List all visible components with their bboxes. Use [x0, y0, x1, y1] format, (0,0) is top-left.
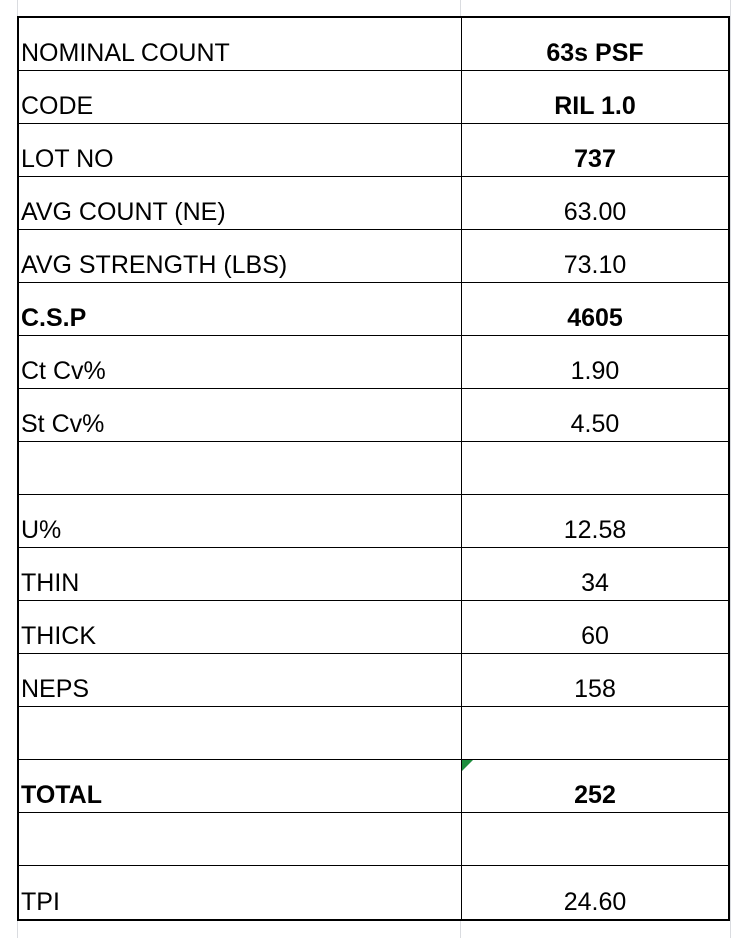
table-row	[19, 601, 728, 654]
spreadsheet-table	[17, 16, 730, 921]
table-row	[19, 18, 728, 71]
table-row	[19, 336, 728, 389]
value-cell[interactable]: 63.00	[563, 198, 627, 226]
label-cell[interactable]: THICK	[19, 601, 462, 653]
table-row	[19, 124, 728, 177]
table-row	[19, 813, 728, 866]
table-row	[19, 71, 728, 124]
value-cell[interactable]: 34	[581, 569, 609, 597]
label-cell[interactable]: NEPS	[19, 654, 462, 706]
label-cell[interactable]: Ct Cv%	[19, 336, 462, 388]
value-cell[interactable]: 24.60	[563, 888, 627, 916]
table-row	[19, 389, 728, 442]
value-cell[interactable]	[462, 707, 728, 759]
value-cell[interactable]: 737	[574, 145, 616, 173]
value-cell[interactable]: 4.50	[570, 410, 620, 438]
label-cell[interactable]: LOT NO	[19, 124, 462, 176]
table-row	[19, 548, 728, 601]
table-row	[19, 495, 728, 548]
label-cell[interactable]: NOMINAL COUNT	[19, 18, 462, 70]
label-cell[interactable]: St Cv%	[19, 389, 462, 441]
label-cell[interactable]: AVG STRENGTH (LBS)	[19, 230, 462, 282]
value-cell[interactable]: 1.90	[570, 357, 620, 385]
label-cell[interactable]	[19, 813, 462, 865]
gridline-right	[730, 0, 731, 938]
label-cell[interactable]	[19, 707, 462, 759]
label-cell[interactable]: C.S.P	[19, 283, 462, 335]
table-row	[19, 283, 728, 336]
label-cell[interactable]: TPI	[19, 866, 462, 919]
label-cell[interactable]: AVG COUNT (NE)	[19, 177, 462, 229]
label-cell[interactable]: CODE	[19, 71, 462, 123]
table-row	[19, 177, 728, 230]
label-cell[interactable]: U%	[19, 495, 462, 547]
table-row	[19, 866, 728, 919]
value-cell[interactable]: 63s PSF	[546, 39, 644, 67]
value-cell[interactable]: 60	[581, 622, 609, 650]
table-row	[19, 760, 728, 813]
value-cell[interactable]: 158	[574, 675, 616, 703]
table-row	[19, 230, 728, 283]
label-cell[interactable]: TOTAL	[19, 760, 462, 812]
value-cell[interactable]: 252	[462, 760, 728, 812]
label-cell[interactable]	[19, 442, 462, 494]
label-cell[interactable]: THIN	[19, 548, 462, 600]
table-row	[19, 654, 728, 707]
value-cell[interactable]: 12.58	[563, 516, 627, 544]
value-cell[interactable]	[462, 813, 728, 865]
error-indicator-icon[interactable]	[462, 760, 473, 771]
value-cell[interactable]	[462, 442, 728, 494]
value-cell[interactable]: 4605	[567, 304, 623, 332]
value-cell[interactable]: RIL 1.0	[554, 92, 636, 120]
table-row	[19, 442, 728, 495]
table-row	[19, 707, 728, 760]
value-cell[interactable]: 73.10	[563, 251, 627, 279]
